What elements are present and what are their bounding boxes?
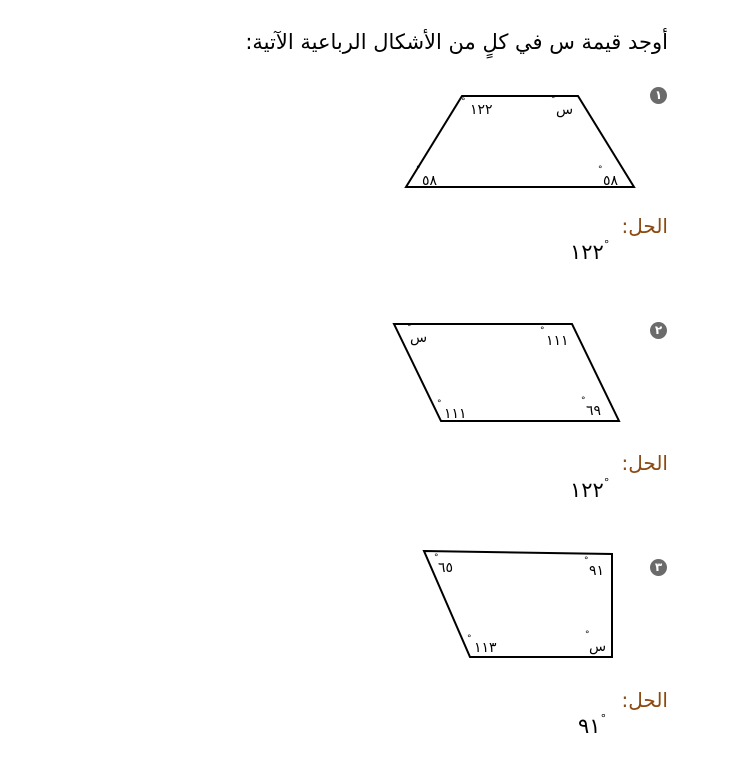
problem-number-3: ٣ <box>650 559 667 576</box>
instruction-text: أوجد قيمة س في كلٍ من الأشكال الرباعية الآتية: <box>245 30 668 54</box>
angle-3-bottom-right: س <box>589 639 607 655</box>
svg-text:°: ° <box>434 553 439 563</box>
solution-label-3: الحل: <box>621 688 668 712</box>
problem-number-2: ٢ <box>650 322 667 339</box>
angle-2-top-right: ١١١ <box>546 333 569 349</box>
angle-1-top-left: ١٢٢ <box>470 102 493 118</box>
svg-text:°: ° <box>407 323 412 333</box>
problem-number-1: ١ <box>650 87 667 104</box>
svg-text:°: ° <box>598 165 603 175</box>
angle-1-bottom-right: ٥٨ <box>603 173 619 189</box>
angle-3-bottom-left: ١١٣ <box>474 640 497 656</box>
svg-text:°: ° <box>437 399 442 409</box>
svg-text:°: ° <box>540 326 545 336</box>
solution-label-1: الحل: <box>621 214 668 238</box>
solution-label-2: الحل: <box>621 451 668 475</box>
solution-value-1: °١٢٢ <box>570 238 610 264</box>
angle-2-bottom-left: ١١١ <box>444 406 467 422</box>
quadrilateral-3 <box>418 545 623 665</box>
angle-1-top-right: س <box>556 102 574 118</box>
svg-text:°: ° <box>585 630 590 640</box>
svg-text:°: ° <box>461 97 466 107</box>
angle-2-bottom-right: ٦٩ <box>586 403 602 419</box>
quadrilateral-1 <box>400 90 640 195</box>
solution-value-3: °٩١ <box>578 712 607 738</box>
svg-text:°: ° <box>581 396 586 406</box>
angle-2-top-left: س <box>410 330 428 346</box>
angle-3-top-right: ٩١ <box>589 563 605 579</box>
svg-text:°: ° <box>551 95 556 105</box>
svg-text:°: ° <box>416 165 421 175</box>
quadrilateral-2 <box>388 318 628 428</box>
solution-value-2: °١٢٢ <box>570 476 610 502</box>
angle-1-bottom-left: ٥٨ <box>422 173 438 189</box>
angle-3-top-left: ٦٥ <box>438 560 454 576</box>
svg-text:°: ° <box>584 556 589 566</box>
svg-text:°: ° <box>467 634 472 644</box>
